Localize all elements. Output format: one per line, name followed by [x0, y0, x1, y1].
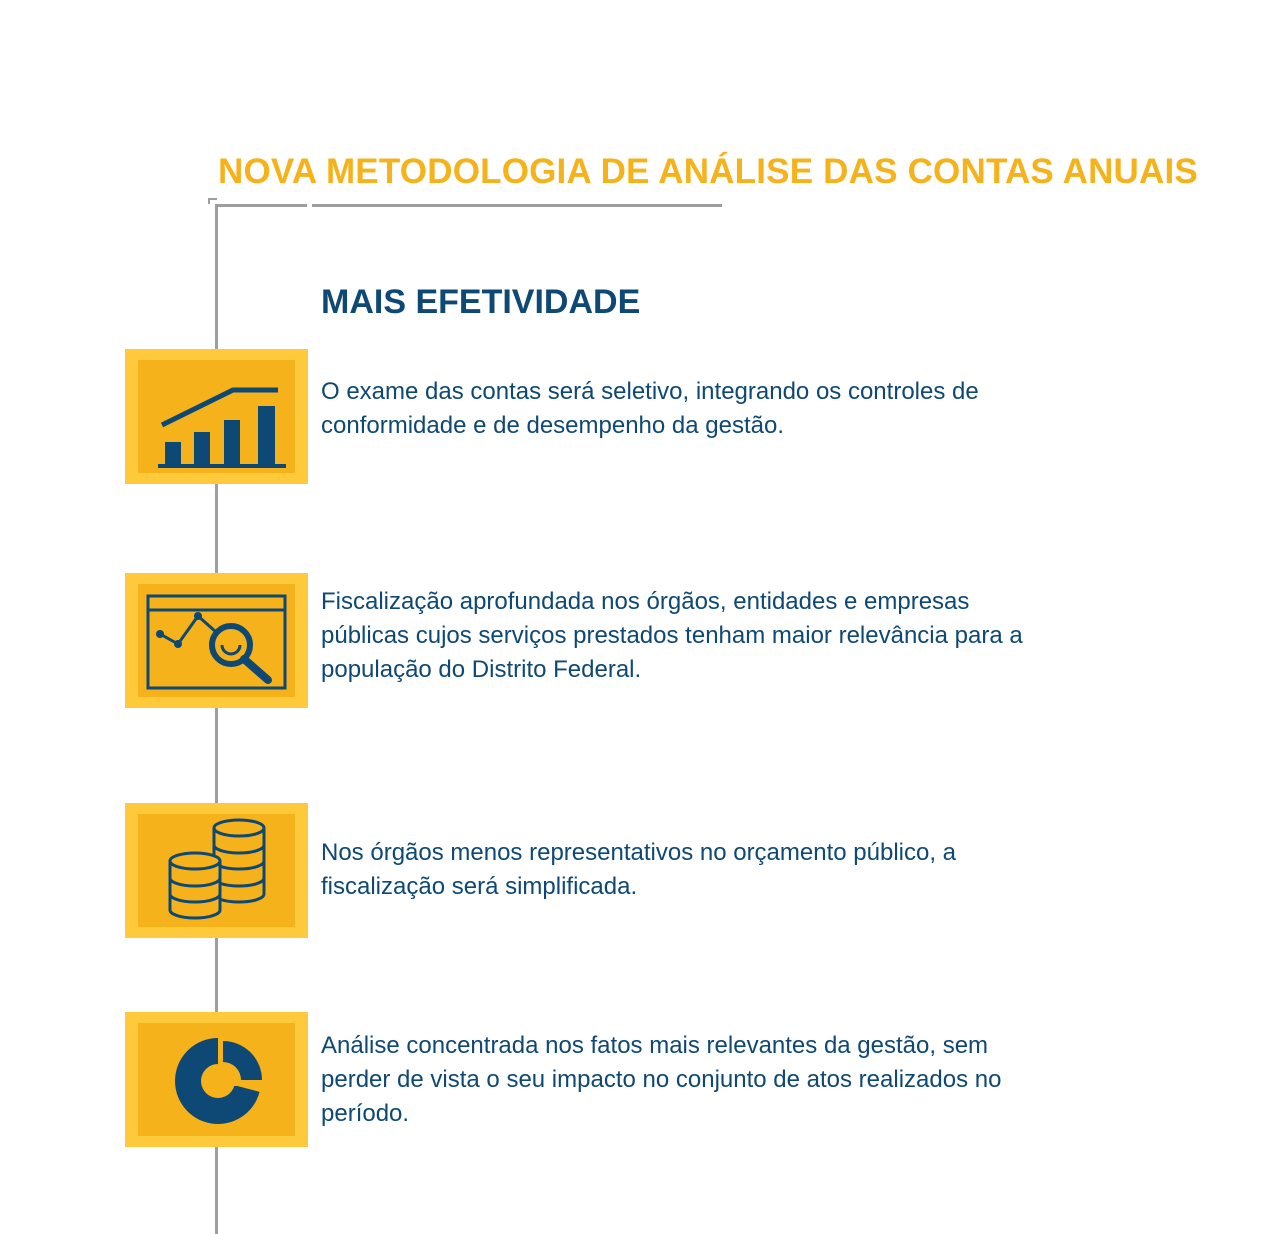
magnifier-chart-icon: [138, 584, 295, 697]
icon-box-donut: [125, 1012, 308, 1147]
icon-box-magnifier: [125, 573, 308, 708]
icon-box-inner: [138, 360, 295, 473]
icon-box-coins: [125, 803, 308, 938]
icon-box-bar-chart: [125, 349, 308, 484]
icon-box-inner: [138, 1023, 295, 1136]
icon-box-inner: [138, 584, 295, 697]
icon-box-inner: [138, 814, 295, 927]
section-title: MAIS EFETIVIDADE: [321, 283, 641, 321]
header-rule-right: [312, 204, 722, 207]
header-rule-left: [217, 204, 307, 207]
bar-chart-growth-icon: [138, 360, 295, 473]
item-text: Nos órgãos menos representativos no orçamento público, a fiscalização será simplificada.: [321, 839, 957, 900]
page-title: NOVA METODOLOGIA DE ANÁLISE DAS CONTAS ANUAIS: [218, 152, 1198, 191]
item-text: Fiscalização aprofundada nos órgãos, entidades e empresas públicas cujos serviços prestados tenham maior relevância para a população do Distrito Federal.: [321, 588, 1023, 683]
item-text: Análise concentrada nos fatos mais relevantes da gestão, sem perder de vista o seu impacto no conjunto de atos realizados no período.: [321, 1032, 1002, 1127]
header-corner-tick-vertical: [208, 198, 210, 204]
coin-stacks-icon: [138, 814, 295, 927]
donut-chart-icon: [138, 1023, 295, 1136]
item-text: O exame das contas será seletivo, integrando os controles de conformidade e de desempenho da gestão.: [321, 378, 979, 439]
